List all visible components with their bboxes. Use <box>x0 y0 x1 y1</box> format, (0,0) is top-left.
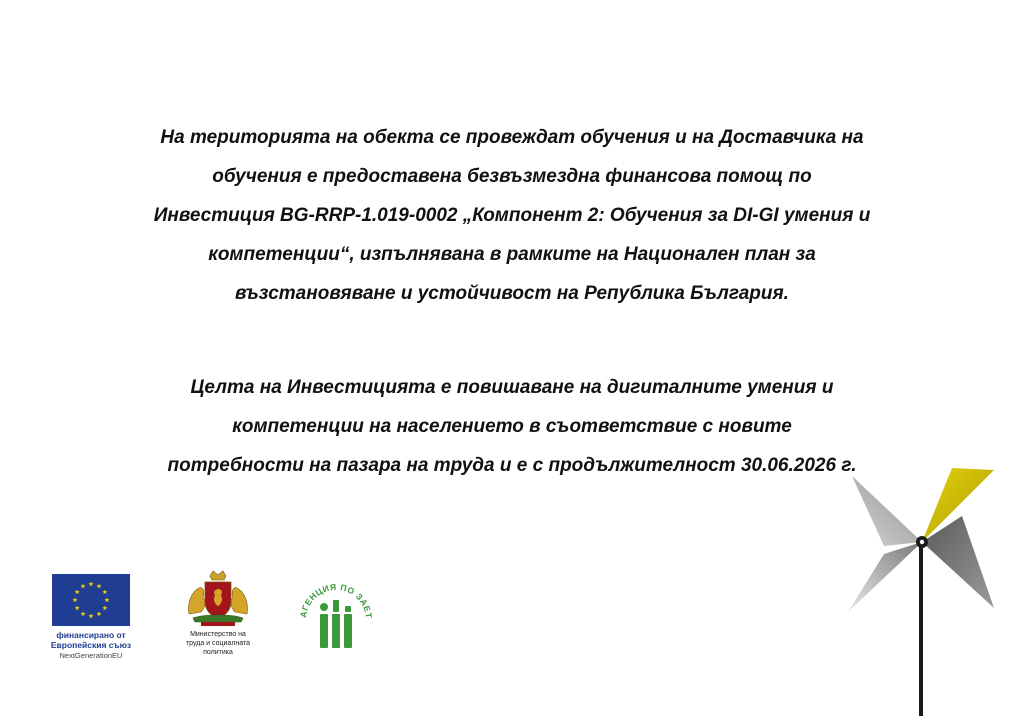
pinwheel-decoration <box>844 466 1000 716</box>
eu-caption-line-3: NextGenerationEU <box>59 651 123 660</box>
notice-line: компетенции на населението в съответствие с новите <box>232 416 792 437</box>
eu-caption-line-1: финансирано от <box>56 630 126 640</box>
pinwheel-blade-top-left <box>852 476 922 546</box>
notice-line: компетенции“, изпълнявана в рамките на Национален план за <box>208 244 816 265</box>
bulgarian-coat-of-arms-icon <box>183 570 253 628</box>
notice-line: обучения е предоставена безвъзмездна финансова помощ по <box>212 166 812 187</box>
eu-caption-line-2: Европейския съюз <box>50 640 132 650</box>
notice-line: На територията на обекта се провеждат обучения и на Доставчика на <box>160 127 864 148</box>
employment-agency-emblem-icon <box>294 570 378 656</box>
notice-paragraph-funding <box>80 118 944 313</box>
employment-agency-logo <box>294 570 378 656</box>
eu-flag-icon <box>52 574 130 626</box>
ministry-logo <box>172 570 264 657</box>
pinwheel-stick <box>919 544 923 716</box>
ministry-caption-line-2: труда и социалната <box>185 640 251 647</box>
ministry-caption-line-1: Министерство на <box>190 631 246 638</box>
eu-funding-logo <box>46 574 136 661</box>
notice-line: Инвестиция BG-RRP-1.019-0002 „Компонент 2: Обучения за DI-GI умения и <box>153 205 871 226</box>
ministry-caption-line-3: политика <box>203 649 233 656</box>
pinwheel-blade-bottom-left <box>848 542 922 612</box>
agency-arc-text: АГЕНЦИЯ ПО ЗАЕТ <box>298 581 375 619</box>
notice-paragraph-goal <box>80 368 944 485</box>
notice-line: Целта на Инвестицията е повишаване на дигиталните умения и <box>190 377 834 398</box>
notice-line: потребности на пазара на труда и е с продължителност 30.06.2026 г. <box>167 455 857 476</box>
notice-line: възстановяване и устойчивост на Република България. <box>235 283 789 304</box>
